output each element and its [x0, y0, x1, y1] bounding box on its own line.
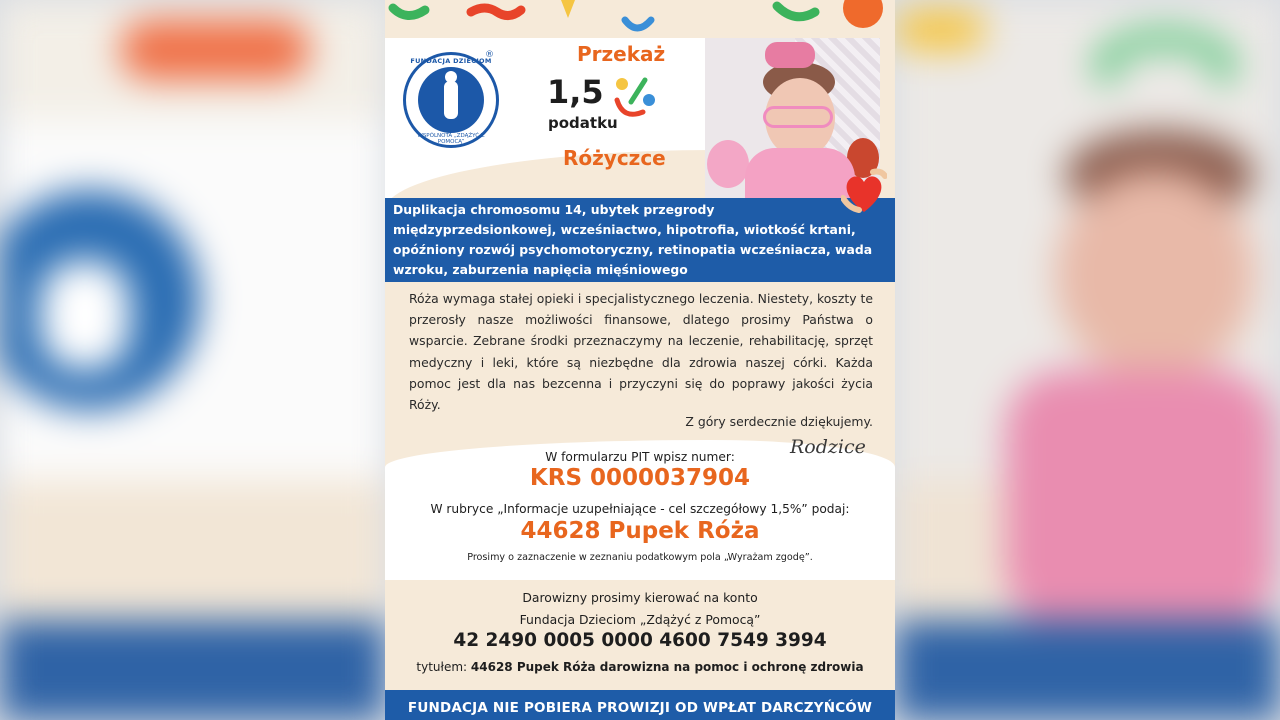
transfer-title — [385, 660, 895, 674]
rubryce-label: W rubryce „Informacje uzupełniające - cel szczegółowy 1,5%” podaj: — [430, 502, 850, 516]
blurred-background-left — [0, 0, 385, 720]
beneficiary-code: 44628 Pupek Róża — [520, 518, 760, 544]
transfer-title-prefix: tytułem: — [416, 660, 471, 674]
footer-banner: FUNDACJA NIE POBIERA PROWIZJI OD WPŁAT DARCZYŃCÓW — [385, 690, 895, 720]
donation-line-2: Fundacja Dzieciom „Zdążyć z Pomocą” — [519, 612, 761, 627]
pit-label: W formularzu PIT wpisz numer: — [545, 450, 735, 464]
blurred-background-right — [895, 0, 1280, 720]
registered-mark: ® — [485, 50, 494, 60]
diagnosis-box — [385, 198, 895, 282]
headline-przekaz: Przekaż — [577, 42, 666, 66]
diagnosis-line: opóźniony rozwój psychomotoryczny, retinopatia wcześniacza, wada — [393, 242, 873, 257]
signature: Rodzice — [790, 436, 866, 458]
bank-account-number: 42 2490 0005 0000 4600 7549 3994 — [453, 630, 827, 651]
krs-number: KRS 0000037904 — [529, 465, 751, 491]
decorative-shapes — [385, 0, 895, 38]
logo-bottom-text: WSPÓLNOTA „ZDĄŻYĆ Z POMOCĄ” — [417, 133, 485, 145]
transfer-title-value: 44628 Pupek Róża darowizna na pomoc i ochronę zdrowia — [470, 660, 864, 674]
appeal-text: Róża wymaga stałej opieki i specjalistycznego leczenia. Niestety, koszty te przerosły nasze możliwości finansowe, dlatego prosimy Państwa o wsparcie. Zebrane środki przeznaczymy na leczenie, rehabilitację, sprzęt medyczny i leki, które są niezbędne dla zdrowia naszej córki. Każda pomoc jest dla nas bezcenna i przyczyni się do poprawy jakości życia Róży. — [409, 291, 873, 413]
diagnosis-line: Duplikacja chromosomu 14, ubytek przegrody — [393, 202, 715, 217]
thanks-text: Z góry serdecznie dziękujemy. — [685, 414, 873, 429]
headline-name: Różyczce — [563, 146, 666, 170]
headline-amount: 1,5 — [547, 73, 604, 111]
campaign-poster — [385, 0, 895, 720]
consent-note: Prosimy o zaznaczenie w zeznaniu podatkowym pola „Wyrażam zgodę”. — [467, 552, 813, 563]
foundation-logo — [403, 52, 499, 148]
heart-hands-icon — [841, 168, 887, 218]
donation-line-1: Darowizny prosimy kierować na konto — [522, 590, 758, 605]
diagnosis-line: międzyprzedsionkowej, wcześniactwo, hipotrofia, wiotkość krtani, — [393, 222, 856, 237]
logo-top-text: FUNDACJA DZIECIOM — [410, 57, 492, 65]
diagnosis-line: wzroku, zaburzenia napięcia mięśniowego — [393, 262, 688, 277]
headline-podatku: podatku — [548, 114, 618, 132]
